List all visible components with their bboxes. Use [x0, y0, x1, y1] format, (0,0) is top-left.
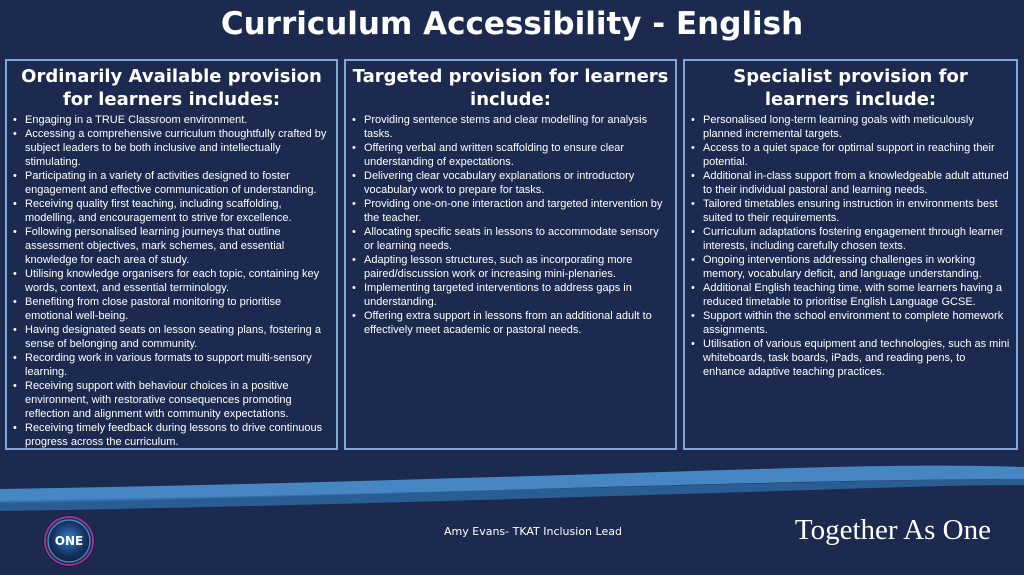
provision-list: [352, 113, 669, 337]
list-item: • Personalised long-term learning goals with meticulously planned incremental targets.: [691, 113, 1010, 141]
list-item: • Following personalised learning journeys that outline assessment objectives, mark schemes, and essential knowledge for each area of study.: [13, 225, 330, 267]
list-item: • Providing one-on-one interaction and targeted intervention by the teacher.: [352, 197, 669, 225]
targeted-provision-panel: [344, 59, 677, 450]
list-item: • Providing sentence stems and clear modelling for analysis tasks.: [352, 113, 669, 141]
list-item: • Offering extra support in lessons from an additional adult to effectively meet academic or pastoral needs.: [352, 309, 669, 337]
list-item: • Utilisation of various equipment and technologies, such as mini whiteboards, task boards, iPads, and reading pens, to enhance adaptive teaching practices.: [691, 337, 1010, 379]
panel-heading: Targeted provision for learners include:: [352, 66, 669, 110]
list-item: • Utilising knowledge organisers for each topic, containing key words, context, and essential terminology.: [13, 267, 330, 295]
list-item: • Curriculum adaptations fostering engagement through learner interests, including carefully chosen texts.: [691, 225, 1010, 253]
footer-credit: Amy Evans- TKAT Inclusion Lead: [444, 525, 622, 538]
ordinarily-available-panel: [5, 59, 338, 450]
list-item: • Offering verbal and written scaffolding to ensure clear understanding of expectations.: [352, 141, 669, 169]
panel-heading: Specialist provision for learners include:: [733, 66, 968, 110]
list-item: • Recording work in various formats to support multi-sensory learning.: [13, 351, 330, 379]
list-item: • Engaging in a TRUE Classroom environment.: [13, 113, 330, 127]
list-item: • Receiving support with behaviour choices in a positive environment, with restorative consequences promoting reflection and alignment with community expectations.: [13, 379, 330, 421]
list-item: • Tailored timetables ensuring instruction in environments best suited to their requirements.: [691, 197, 1010, 225]
list-item: • Adapting lesson structures, such as incorporating more paired/discussion work or increasing mini-plenaries.: [352, 253, 669, 281]
motto: Together As One: [794, 514, 991, 546]
list-item: • Delivering clear vocabulary explanations or introductory vocabulary work to prepare for tasks.: [352, 169, 669, 197]
list-item: • Additional in-class support from a knowledgeable adult attuned to their individual pastoral and learning needs.: [691, 169, 1010, 197]
list-item: • Receiving timely feedback during lessons to drive continuous progress across the curriculum.: [13, 421, 330, 449]
provision-list: [13, 113, 330, 449]
list-item: • Having designated seats on lesson seating plans, fostering a sense of belonging and community.: [13, 323, 330, 351]
specialist-provision-panel: [683, 59, 1018, 450]
list-item: • Additional English teaching time, with some learners having a reduced timetable to prioritise English Language GCSE.: [691, 281, 1010, 309]
provision-list: [691, 113, 1010, 379]
panel-heading: Ordinarily Available provision for learners includes:: [21, 66, 322, 110]
list-item: • Allocating specific seats in lessons to accommodate sensory or learning needs.: [352, 225, 669, 253]
list-item: • Access to a quiet space for optimal support in reaching their potential.: [691, 141, 1010, 169]
list-item: • Ongoing interventions addressing challenges in working memory, vocabulary deficit, and language understanding.: [691, 253, 1010, 281]
list-item: • Participating in a variety of activities designed to foster engagement and effective communication of understanding.: [13, 169, 330, 197]
list-item: • Receiving quality first teaching, including scaffolding, modelling, and encouragement to strive for excellence.: [13, 197, 330, 225]
slide-title: Curriculum Accessibility - English: [220, 6, 804, 42]
decorative-wave: [0, 455, 1024, 515]
svg-text:ONE: ONE: [54, 534, 84, 548]
list-item: • Support within the school environment to complete homework assignments.: [691, 309, 1010, 337]
one-logo: [40, 512, 98, 570]
list-item: • Benefiting from close pastoral monitoring to prioritise emotional well-being.: [13, 295, 330, 323]
list-item: • Accessing a comprehensive curriculum thoughtfully crafted by subject leaders to be both inclusive and intellectually stimulating.: [13, 127, 330, 169]
list-item: • Implementing targeted interventions to address gaps in understanding.: [352, 281, 669, 309]
